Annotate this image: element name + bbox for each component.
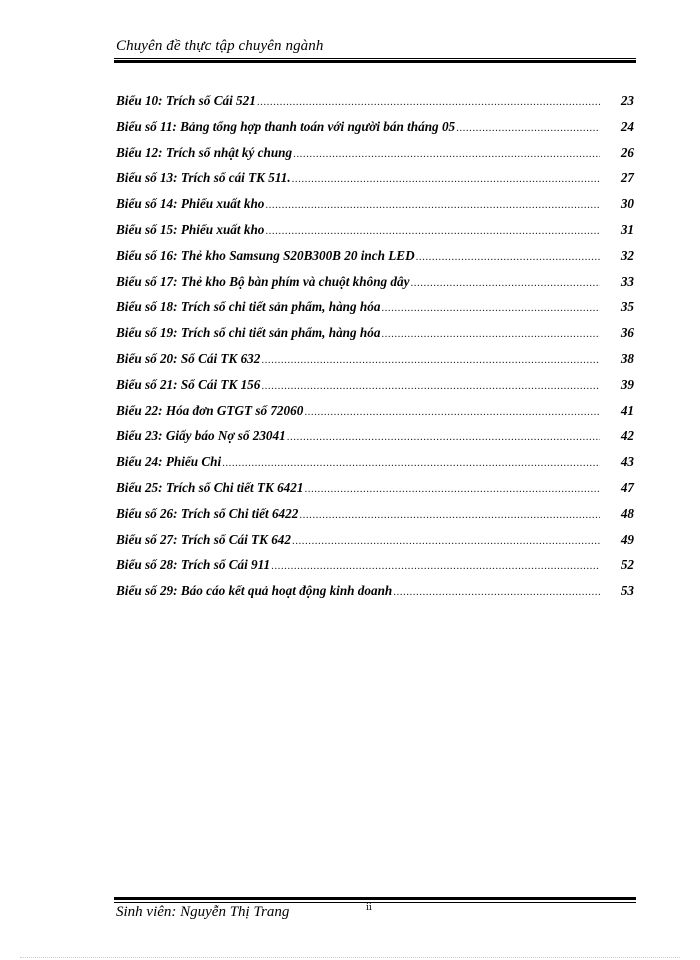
toc-entry-page: 33	[620, 273, 634, 289]
toc-entry[interactable]	[116, 248, 636, 274]
toc-entry-page: 53	[620, 583, 634, 599]
toc-entry[interactable]	[116, 325, 636, 351]
toc-entry-page: 43	[620, 454, 634, 470]
toc-dot-leader	[456, 122, 600, 134]
footer-page-number: ii	[366, 903, 372, 913]
toc-entry[interactable]	[116, 170, 636, 196]
toc-entry[interactable]	[116, 583, 636, 609]
toc-dot-leader	[261, 380, 600, 392]
toc-entry[interactable]	[116, 274, 636, 300]
toc-entry-page: 48	[620, 505, 634, 521]
toc-entry-label: Biểu số 20: Sổ Cái TK 632	[116, 350, 261, 366]
toc-entry-label: Biểu số 21: Sổ Cái TK 156	[116, 376, 261, 392]
toc-entry[interactable]	[116, 119, 636, 145]
toc-dot-leader	[265, 225, 600, 237]
toc-entry-label: Biểu số 16: Thẻ kho Samsung S20B300B 20 inch LED	[116, 247, 415, 263]
toc-entry-label: Biểu số 28: Trích sổ Cái 911	[116, 557, 271, 573]
toc-entry-label: Biểu 12: Trích sổ nhật ký chung	[116, 144, 293, 160]
toc-entry-label: Biểu 23: Giấy báo Nợ số 23041	[116, 428, 286, 444]
toc-entry[interactable]	[116, 506, 636, 532]
toc-entry-label: Biểu số 29: Báo cáo kết quả hoạt động kinh doanh	[116, 583, 393, 599]
toc-dot-leader	[265, 199, 600, 211]
toc-entry[interactable]	[116, 557, 636, 583]
toc-entry-label: Biểu 25: Trích sổ Chi tiết TK 6421	[116, 479, 304, 495]
toc-dot-leader	[410, 277, 600, 289]
toc-entry-page: 32	[620, 247, 634, 263]
toc-dot-leader	[292, 173, 600, 185]
toc-entry-page: 39	[620, 376, 634, 392]
toc-entry-label: Biểu số 13: Trích sổ cái TK 511.	[116, 170, 291, 186]
toc-entry-label: Biểu số 15: Phiếu xuất kho	[116, 221, 265, 237]
toc-dot-leader	[271, 560, 600, 572]
toc-entry-label: Biểu số 17: Thẻ kho Bộ bàn phím và chuột không dây	[116, 273, 410, 289]
toc-entry[interactable]	[116, 93, 636, 119]
toc-entry-page: 38	[620, 350, 634, 366]
header-rule	[114, 58, 636, 63]
toc-entry-label: Biểu 22: Hóa đơn GTGT số 72060	[116, 402, 304, 418]
toc-dot-leader	[304, 483, 600, 495]
toc-entry-label: Biểu số 18: Trích sổ chi tiết sản phẩm, hàng hóa	[116, 299, 381, 315]
toc-dot-leader	[222, 457, 600, 469]
toc-entry[interactable]	[116, 145, 636, 171]
toc-entry[interactable]	[116, 377, 636, 403]
toc-entry-page: 47	[620, 479, 634, 495]
toc-entry[interactable]	[116, 351, 636, 377]
toc-entry-label: Biểu số 19: Trích sổ chi tiết sản phẩm, hàng hóa	[116, 325, 381, 341]
toc-entry-page: 31	[620, 221, 634, 237]
toc-entry[interactable]	[116, 454, 636, 480]
toc-entry-page: 35	[620, 299, 634, 315]
toc-entry-page: 30	[620, 196, 634, 212]
toc-dot-leader	[381, 328, 600, 340]
toc-entry-label: Biểu 10: Trích sổ Cái 521	[116, 93, 256, 108]
toc-entry[interactable]	[116, 403, 636, 429]
toc-dot-leader	[416, 251, 600, 263]
toc-dot-leader	[381, 302, 600, 314]
toc-entry-page: 52	[620, 557, 634, 573]
toc-dot-leader	[257, 96, 600, 108]
toc-dot-leader	[261, 354, 600, 366]
toc-entry-label: Biểu 24: Phiếu Chi	[116, 454, 222, 470]
toc-entry-page: 42	[620, 428, 634, 444]
toc-entry-page: 27	[620, 170, 634, 186]
toc-dot-leader	[299, 509, 600, 521]
toc-dot-leader	[304, 406, 600, 418]
toc-entry-label: Biểu số 27: Trích sổ Cái TK 642	[116, 531, 291, 547]
toc-dot-leader	[287, 431, 600, 443]
toc-entry[interactable]	[116, 299, 636, 325]
toc-entry[interactable]	[116, 480, 636, 506]
table-of-figures	[116, 93, 636, 609]
footer-author: Sinh viên: Nguyễn Thị Trang	[116, 904, 290, 920]
toc-entry[interactable]	[116, 532, 636, 558]
toc-entry-label: Biểu số 14: Phiếu xuất kho	[116, 196, 265, 212]
toc-entry-page: 23	[620, 93, 634, 108]
header-title: Chuyên đề thực tập chuyên ngành	[116, 38, 324, 54]
toc-entry-page: 49	[620, 531, 634, 547]
toc-dot-leader	[293, 148, 600, 160]
toc-entry[interactable]	[116, 222, 636, 248]
page-bottom-edge	[20, 957, 680, 958]
toc-entry-page: 36	[620, 325, 634, 341]
footer-rule	[114, 897, 636, 903]
toc-entry[interactable]	[116, 196, 636, 222]
toc-entry-page: 41	[620, 402, 634, 418]
toc-entry-label: Biểu số 11: Bảng tổng hợp thanh toán với người bán tháng 05	[116, 118, 456, 134]
toc-entry-page: 24	[620, 118, 634, 134]
toc-dot-leader	[393, 586, 600, 598]
toc-dot-leader	[292, 535, 600, 547]
toc-entry-page: 26	[620, 144, 634, 160]
toc-entry[interactable]	[116, 428, 636, 454]
toc-entry-label: Biểu số 26: Trích sổ Chi tiết 6422	[116, 505, 299, 521]
